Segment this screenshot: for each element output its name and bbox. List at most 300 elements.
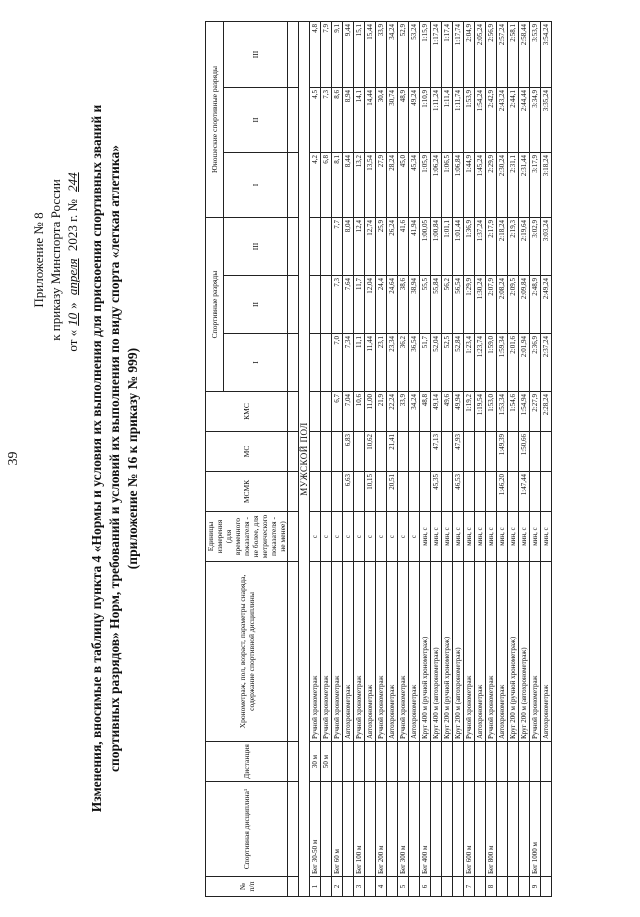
row-unit: мин, с <box>475 512 486 562</box>
row-rank-3: 1:01,44 <box>453 218 464 276</box>
row-num <box>343 877 354 897</box>
row-rank-3: 1:00,05 <box>420 218 431 276</box>
row-unit: мин, с <box>464 512 475 562</box>
row-youth-2: 1:54,24 <box>475 88 486 153</box>
row-rank-1: 2:01,94 <box>519 334 530 392</box>
row-timing: Автохронометраж <box>387 562 398 742</box>
title-line-2: спортивных разрядов» Норм, требований и условий их выполнения по виду спорта «легкая атлетика» <box>107 145 122 772</box>
row-discipline <box>519 782 530 877</box>
row-distance <box>519 742 530 782</box>
row-distance <box>365 742 376 782</box>
row-ms <box>332 432 343 472</box>
row-unit: мин, с <box>530 512 541 562</box>
row-distance <box>475 742 486 782</box>
appendix-header <box>30 110 81 410</box>
row-discipline: Бег 200 м <box>376 782 387 877</box>
row-rank-3: 7,7 <box>332 218 343 276</box>
row-num: 2 <box>332 877 343 897</box>
column-index-row <box>288 22 299 897</box>
row-msmk <box>464 472 475 512</box>
row-youth-1: 1:06,24 <box>431 153 442 218</box>
row-ms <box>398 432 409 472</box>
header-units: Единицы измерения (для временного показателя - не более, для метрического показателя - не менее) <box>206 512 288 562</box>
row-kms <box>310 392 321 432</box>
table-row <box>332 22 343 897</box>
row-discipline <box>431 782 442 877</box>
row-rank-1: 23,1 <box>376 334 387 392</box>
row-ms <box>508 432 519 472</box>
row-timing: Ручной хронометраж <box>321 562 332 742</box>
row-msmk: 1:47,44 <box>519 472 530 512</box>
row-distance <box>332 742 343 782</box>
row-discipline <box>442 782 453 877</box>
row-msmk: 6,63 <box>343 472 354 512</box>
header-kms: КМС <box>206 392 288 432</box>
row-youth-3: 53,24 <box>409 22 420 88</box>
row-rank-3: 41,94 <box>409 218 420 276</box>
row-youth-3: 1:17,24 <box>431 22 442 88</box>
row-youth-3: 9,1 <box>332 22 343 88</box>
row-rank-1: 1:23,74 <box>475 334 486 392</box>
row-rank-3: 2:17,9 <box>486 218 497 276</box>
row-youth-2: 1:11,4 <box>442 88 453 153</box>
table-row <box>530 22 541 897</box>
row-rank-2: 56,54 <box>453 276 464 334</box>
row-rank-2: 24,64 <box>387 276 398 334</box>
page-number: 39 <box>6 451 21 466</box>
row-rank-1: 2:36,9 <box>530 334 541 392</box>
row-rank-2: 38,6 <box>398 276 409 334</box>
row-youth-3: 52,9 <box>398 22 409 88</box>
row-timing: Ручной хронометраж <box>310 562 321 742</box>
header-timing: Хронометраж, пол, возраст, параметры снаряда, содержание спортивной дисциплины <box>206 562 288 742</box>
date-mid: » <box>65 302 80 309</box>
row-distance <box>464 742 475 782</box>
row-timing: Ручной хронометраж <box>530 562 541 742</box>
row-msmk <box>475 472 486 512</box>
row-youth-2: 30,74 <box>387 88 398 153</box>
row-ms <box>354 432 365 472</box>
row-rank-2: 2:48,9 <box>530 276 541 334</box>
row-rank-3: 12,4 <box>354 218 365 276</box>
row-youth-1: 1:44,9 <box>464 153 475 218</box>
row-unit: с <box>321 512 332 562</box>
row-youth-2: 14,44 <box>365 88 376 153</box>
row-rank-2 <box>321 276 332 334</box>
row-ms <box>464 432 475 472</box>
row-rank-3: 3:03,24 <box>541 218 552 276</box>
header-youth-2: II <box>223 88 287 153</box>
row-num <box>409 877 420 897</box>
row-distance <box>442 742 453 782</box>
row-youth-2: 1:10,9 <box>420 88 431 153</box>
row-distance: 50 м <box>321 742 332 782</box>
row-distance <box>387 742 398 782</box>
row-unit: с <box>365 512 376 562</box>
header-rank-3: III <box>223 218 287 276</box>
table-row <box>365 22 376 897</box>
header-sport-ranks: Спортивные разряды <box>206 218 224 392</box>
row-msmk <box>530 472 541 512</box>
row-youth-1: 1:05,9 <box>420 153 431 218</box>
row-ms: 10,62 <box>365 432 376 472</box>
row-num <box>497 877 508 897</box>
row-timing: Круг 200 м (автохронометраж) <box>453 562 464 742</box>
row-rank-1: 36,2 <box>398 334 409 392</box>
row-rank-3: 3:02,9 <box>530 218 541 276</box>
row-msmk <box>442 472 453 512</box>
row-unit: с <box>310 512 321 562</box>
row-discipline <box>453 782 464 877</box>
section-row <box>299 22 310 897</box>
row-timing: Автохронометраж <box>475 562 486 742</box>
row-num: 5 <box>398 877 409 897</box>
row-timing: Автохронометраж <box>409 562 420 742</box>
row-timing: Круг 200 м (ручной хронометраж) <box>508 562 519 742</box>
row-unit: с <box>332 512 343 562</box>
row-rank-1: 1:23,4 <box>464 334 475 392</box>
row-msmk: 20,51 <box>387 472 398 512</box>
table-row <box>343 22 354 897</box>
row-youth-1: 28,24 <box>387 153 398 218</box>
row-num: 9 <box>530 877 541 897</box>
row-youth-1: 45,34 <box>409 153 420 218</box>
row-unit: мин, с <box>442 512 453 562</box>
row-kms: 21,9 <box>376 392 387 432</box>
row-kms <box>321 392 332 432</box>
row-msmk <box>409 472 420 512</box>
appendix-line-2: к приказу Минспорта России <box>48 179 63 341</box>
section-label: МУЖСКОЙ ПОЛ <box>299 22 310 897</box>
row-rank-2: 11,7 <box>354 276 365 334</box>
row-num: 6 <box>420 877 431 897</box>
row-timing: Ручной хронометраж <box>376 562 387 742</box>
row-discipline: Бег 1000 м <box>530 782 541 877</box>
row-rank-3: 25,9 <box>376 218 387 276</box>
row-rank-2: 1:29,9 <box>464 276 475 334</box>
row-rank-3: 1:00,84 <box>431 218 442 276</box>
row-unit: с <box>376 512 387 562</box>
row-unit: мин, с <box>453 512 464 562</box>
row-youth-1: 45,0 <box>398 153 409 218</box>
row-ms <box>321 432 332 472</box>
row-rank-2: 12,04 <box>365 276 376 334</box>
row-youth-1: 2:31,44 <box>519 153 530 218</box>
header-youth-ranks: Юношеские спортивные разряды <box>206 22 224 218</box>
row-discipline: Бег 100 м <box>354 782 365 877</box>
row-rank-2: 2:09,84 <box>519 276 530 334</box>
table-row <box>409 22 420 897</box>
row-num <box>508 877 519 897</box>
row-rank-1: 52,84 <box>453 334 464 392</box>
row-rank-1: 51,7 <box>420 334 431 392</box>
row-youth-1: 27,9 <box>376 153 387 218</box>
row-kms: 49,94 <box>453 392 464 432</box>
header-rank-2: II <box>223 276 287 334</box>
row-distance <box>354 742 365 782</box>
row-num <box>431 877 442 897</box>
table-row <box>398 22 409 897</box>
row-rank-1: 11,44 <box>365 334 376 392</box>
row-youth-3: 1:15,9 <box>420 22 431 88</box>
date-month: апреля <box>65 258 80 296</box>
row-discipline <box>321 782 332 877</box>
row-rank-2: 56,2 <box>442 276 453 334</box>
row-youth-2: 7,3 <box>321 88 332 153</box>
row-ms: 1:50,66 <box>519 432 530 472</box>
row-youth-1: 3:18,24 <box>541 153 552 218</box>
row-ms <box>409 432 420 472</box>
row-unit: с <box>354 512 365 562</box>
row-youth-1: 1:45,24 <box>475 153 486 218</box>
table-row <box>420 22 431 897</box>
row-distance <box>530 742 541 782</box>
row-discipline <box>365 782 376 877</box>
table-row <box>354 22 365 897</box>
row-youth-3: 2:58,1 <box>508 22 519 88</box>
row-timing: Ручной хронометраж <box>354 562 365 742</box>
row-ms: 47,93 <box>453 432 464 472</box>
row-num: 3 <box>354 877 365 897</box>
row-rank-2: 55,5 <box>420 276 431 334</box>
row-kms: 2:27,9 <box>530 392 541 432</box>
row-timing: Ручной хронометраж <box>398 562 409 742</box>
row-youth-1: 6,8 <box>321 153 332 218</box>
row-num: 4 <box>376 877 387 897</box>
row-distance <box>431 742 442 782</box>
table-row <box>376 22 387 897</box>
row-discipline <box>409 782 420 877</box>
row-unit: мин, с <box>420 512 431 562</box>
row-rank-3 <box>310 218 321 276</box>
row-distance <box>508 742 519 782</box>
row-distance <box>409 742 420 782</box>
row-rank-1: 23,34 <box>387 334 398 392</box>
row-rank-1: 52,04 <box>431 334 442 392</box>
row-rank-1: 1:59,0 <box>486 334 497 392</box>
row-discipline: Бег 60 м <box>332 782 343 877</box>
row-msmk: 45,35 <box>431 472 442 512</box>
row-kms: 1:53,0 <box>486 392 497 432</box>
table-row <box>442 22 453 897</box>
row-youth-1: 2:31,1 <box>508 153 519 218</box>
date-day: 10 <box>65 312 80 326</box>
row-timing: Круг 200 м (автохронометраж) <box>519 562 530 742</box>
row-youth-1: 1:06,5 <box>442 153 453 218</box>
row-msmk <box>332 472 343 512</box>
header-rank-1: I <box>223 334 287 392</box>
row-ms: 1:49,39 <box>497 432 508 472</box>
header-distance: Дистанция <box>206 742 288 782</box>
title-line-1: Изменения, вносимые в таблицу пункта 4 «Нормы и условия их выполнения для присвоения спортивных званий и <box>89 104 104 813</box>
row-msmk <box>321 472 332 512</box>
table-row <box>431 22 442 897</box>
row-rank-1: 1:59,34 <box>497 334 508 392</box>
row-msmk: 46,53 <box>453 472 464 512</box>
row-youth-2: 4,5 <box>310 88 321 153</box>
header-ms: МС <box>206 432 288 472</box>
row-rank-3: 1:36,9 <box>464 218 475 276</box>
row-num: 7 <box>464 877 475 897</box>
row-ms <box>475 432 486 472</box>
row-num <box>442 877 453 897</box>
row-youth-2: 2:44,44 <box>519 88 530 153</box>
row-discipline <box>497 782 508 877</box>
row-youth-1: 1:06,84 <box>453 153 464 218</box>
row-rank-2: 2:09,5 <box>508 276 519 334</box>
row-distance <box>398 742 409 782</box>
row-kms: 48,8 <box>420 392 431 432</box>
row-unit: с <box>343 512 354 562</box>
row-rank-1: 52,5 <box>442 334 453 392</box>
row-youth-3: 2:57,24 <box>497 22 508 88</box>
row-youth-3: 3:54,24 <box>541 22 552 88</box>
row-timing: Автохронометраж <box>343 562 354 742</box>
row-rank-3: 2:19,3 <box>508 218 519 276</box>
row-unit: мин, с <box>541 512 552 562</box>
row-youth-3: 7,9 <box>321 22 332 88</box>
row-discipline: Бег 600 м <box>464 782 475 877</box>
row-discipline <box>475 782 486 877</box>
row-kms: 11,00 <box>365 392 376 432</box>
row-youth-2: 14,1 <box>354 88 365 153</box>
row-kms: 34,24 <box>409 392 420 432</box>
row-youth-1: 3:17,9 <box>530 153 541 218</box>
row-ms <box>420 432 431 472</box>
row-youth-2: 3:35,24 <box>541 88 552 153</box>
row-rank-2: 38,94 <box>409 276 420 334</box>
row-distance: 30 м <box>310 742 321 782</box>
row-youth-3: 1:17,74 <box>453 22 464 88</box>
row-rank-1: 36,54 <box>409 334 420 392</box>
table-row <box>541 22 552 897</box>
row-kms: 7,04 <box>343 392 354 432</box>
row-youth-2: 1:11,24 <box>431 88 442 153</box>
row-num <box>365 877 376 897</box>
row-youth-3: 33,9 <box>376 22 387 88</box>
row-ms: 21,41 <box>387 432 398 472</box>
table-row <box>321 22 332 897</box>
row-unit: с <box>409 512 420 562</box>
row-msmk: 10,15 <box>365 472 376 512</box>
row-youth-3: 3:53,9 <box>530 22 541 88</box>
row-rank-1: 7,0 <box>332 334 343 392</box>
row-msmk <box>354 472 365 512</box>
row-rank-2 <box>310 276 321 334</box>
header-discipline: Спортивная дисциплина¹ <box>206 782 288 877</box>
table-row <box>497 22 508 897</box>
appendix-date-line <box>64 110 81 410</box>
row-youth-3: 2:56,9 <box>486 22 497 88</box>
row-unit: с <box>387 512 398 562</box>
row-youth-3: 15,44 <box>365 22 376 88</box>
row-rank-1 <box>310 334 321 392</box>
row-num <box>453 877 464 897</box>
row-num: 8 <box>486 877 497 897</box>
header-youth-1: I <box>223 153 287 218</box>
row-ms <box>486 432 497 472</box>
row-rank-1: 7,34 <box>343 334 354 392</box>
row-rank-1 <box>321 334 332 392</box>
row-youth-3: 34,24 <box>387 22 398 88</box>
row-distance <box>376 742 387 782</box>
row-num <box>475 877 486 897</box>
row-num <box>387 877 398 897</box>
row-youth-2: 8,94 <box>343 88 354 153</box>
row-discipline: Бег 300 м <box>398 782 409 877</box>
row-kms: 1:54,6 <box>508 392 519 432</box>
row-rank-2: 7,64 <box>343 276 354 334</box>
row-discipline: Бег 400 м <box>420 782 431 877</box>
row-unit: мин, с <box>519 512 530 562</box>
row-discipline <box>387 782 398 877</box>
row-unit: мин, с <box>508 512 519 562</box>
row-timing: Круг 400 м (ручной хронометраж) <box>420 562 431 742</box>
row-ms <box>530 432 541 472</box>
row-rank-3 <box>321 218 332 276</box>
date-prefix: от « <box>65 329 80 352</box>
row-discipline: Бег 30-50 м <box>310 782 321 877</box>
header-msmk: МСМК <box>206 472 288 512</box>
row-rank-3: 41,6 <box>398 218 409 276</box>
row-youth-1: 13,54 <box>365 153 376 218</box>
row-ms <box>541 432 552 472</box>
row-youth-2: 8,6 <box>332 88 343 153</box>
row-youth-3: 2:58,44 <box>519 22 530 88</box>
row-ms: 6,83 <box>343 432 354 472</box>
table-row <box>486 22 497 897</box>
row-youth-3: 2:04,9 <box>464 22 475 88</box>
row-ms <box>376 432 387 472</box>
row-rank-2: 7,3 <box>332 276 343 334</box>
row-rank-2: 55,84 <box>431 276 442 334</box>
header-num: № п/п <box>206 877 288 897</box>
row-rank-2: 2:49,24 <box>541 276 552 334</box>
row-rank-3: 1:37,24 <box>475 218 486 276</box>
row-num <box>519 877 530 897</box>
row-msmk <box>398 472 409 512</box>
row-kms: 22,24 <box>387 392 398 432</box>
row-youth-2: 49,24 <box>409 88 420 153</box>
row-youth-1: 8,1 <box>332 153 343 218</box>
row-rank-3: 12,74 <box>365 218 376 276</box>
row-num <box>541 877 552 897</box>
appendix-line-1: Приложение № 8 <box>31 212 46 308</box>
row-youth-2: 3:34,9 <box>530 88 541 153</box>
row-unit: мин, с <box>431 512 442 562</box>
table-header-row-1 <box>206 22 224 897</box>
row-kms: 49,6 <box>442 392 453 432</box>
row-kms: 33,9 <box>398 392 409 432</box>
row-unit: мин, с <box>497 512 508 562</box>
row-distance <box>420 742 431 782</box>
row-msmk: 1:46,20 <box>497 472 508 512</box>
table-row <box>464 22 475 897</box>
row-youth-1: 2:30,24 <box>497 153 508 218</box>
row-num: 1 <box>310 877 321 897</box>
row-youth-2: 2:44,1 <box>508 88 519 153</box>
row-distance <box>343 742 354 782</box>
row-kms: 2:28,24 <box>541 392 552 432</box>
row-timing: Круг 200 м (ручной хронометраж) <box>442 562 453 742</box>
row-youth-1: 4,2 <box>310 153 321 218</box>
row-kms: 1:53,34 <box>497 392 508 432</box>
row-distance <box>453 742 464 782</box>
row-unit: с <box>398 512 409 562</box>
order-number: 244 <box>65 172 80 192</box>
row-kms: 49,14 <box>431 392 442 432</box>
row-timing: Автохронометраж <box>365 562 376 742</box>
